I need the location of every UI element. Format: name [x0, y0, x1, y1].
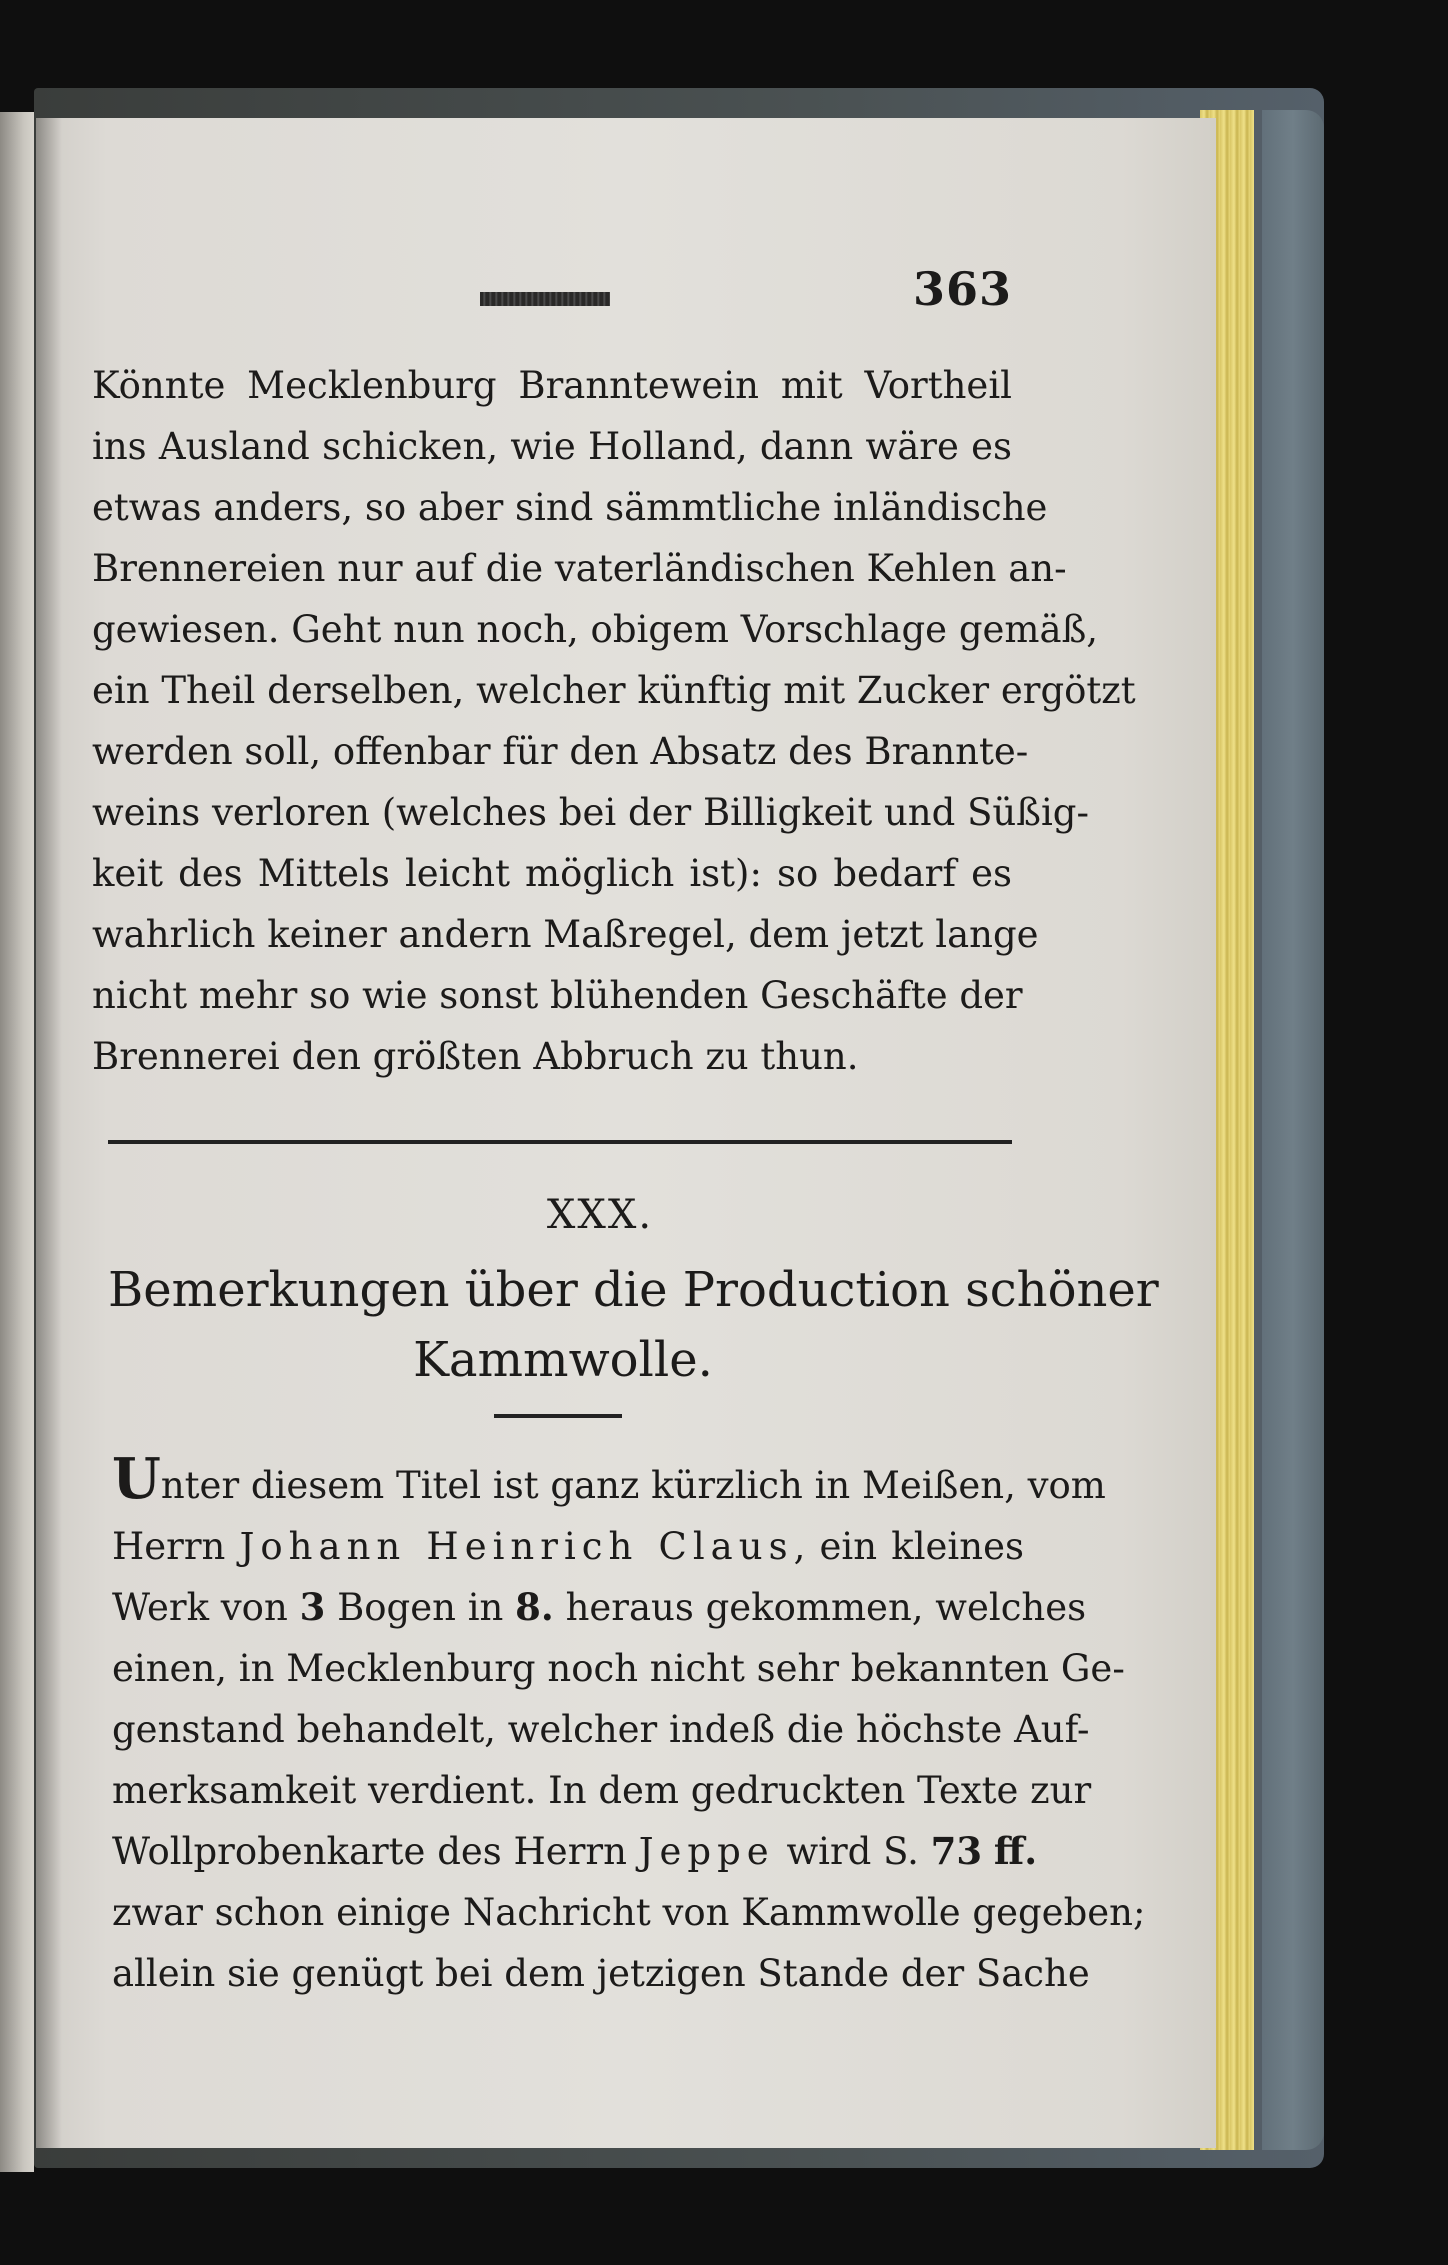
cover-board-edge: [1262, 110, 1324, 2150]
text-span: Werk von: [112, 1586, 288, 1629]
header-ornament: [480, 292, 610, 306]
text-line: ins Ausland schicken, wie Holland, dann wäre es: [92, 425, 1012, 468]
text-line: Brennereien nur auf die vaterländischen Kehlen an-: [92, 547, 1067, 590]
page-number: 363: [912, 262, 1012, 316]
text-line: Brennerei den größten Abbruch zu thun.: [92, 1035, 859, 1078]
text-line: gewiesen. Geht nun noch, obigem Vorschlage gemäß,: [92, 608, 1099, 651]
text-line: wahrlich keiner andern Maßregel, dem jetzt lange: [92, 913, 1039, 956]
text-line: [112, 1577, 1087, 1638]
text-line: nicht mehr so wie sonst blühenden Geschäfte der: [92, 974, 1023, 1017]
text-line: werden soll, offenbar für den Absatz des Brannte-: [92, 730, 1029, 773]
text-span: Bogen in: [337, 1586, 504, 1629]
paragraph-2: [112, 1446, 1146, 2004]
paragraph-1: [92, 355, 1136, 1087]
text-line: einen, in Mecklenburg noch nicht sehr bekannten Ge-: [112, 1647, 1125, 1690]
text-span: nter diesem Titel ist ganz kürzlich in Meißen, vom: [160, 1464, 1106, 1507]
gutter-shadow: [36, 118, 62, 2148]
text-span: wird S.: [786, 1830, 919, 1873]
section-divider: [108, 1140, 1012, 1144]
number: 8.: [515, 1585, 554, 1629]
text-line: genstand behandelt, welcher indeß die höchste Auf-: [112, 1708, 1090, 1751]
text-line: weins verloren (welches bei der Billigkeit und Süßig-: [92, 791, 1089, 834]
text-span: heraus gekommen, welches: [565, 1586, 1087, 1629]
section-heading: [108, 1255, 1159, 1395]
text-line: merksamkeit verdient. In dem gedruckten Texte zur: [112, 1769, 1092, 1812]
text-line: Könnte Mecklenburg Branntewein mit Vortheil: [92, 364, 1012, 407]
text-line: etwas anders, so aber sind sämmtliche inländische: [92, 486, 1048, 529]
person-name: Jeppe: [638, 1830, 775, 1873]
heading-line: Kammwolle.: [413, 1332, 713, 1388]
text-line: [112, 1516, 1024, 1577]
text-line: keit des Mittels leicht möglich ist): so bedarf es: [92, 852, 1012, 895]
text-line: [112, 1821, 1038, 1882]
number: 73: [930, 1829, 983, 1873]
facing-page-edge: [0, 112, 34, 2172]
text-span: Wollprobenkarte des Herrn: [112, 1830, 627, 1873]
text-line: allein sie genügt bei dem jetzigen Stande der Sache: [112, 1952, 1090, 1995]
text-span: Herrn: [112, 1525, 226, 1568]
number: 3: [299, 1585, 326, 1629]
initial-letter: U: [112, 1446, 161, 1512]
text-line: zwar schon einige Nachricht von Kammwolle gegeben;: [112, 1891, 1146, 1934]
section-numeral: XXX.: [546, 1192, 654, 1238]
text-span: , ein kleines: [793, 1525, 1024, 1568]
heading-line: Bemerkungen über die Production schöner: [108, 1262, 1159, 1318]
text-line: ein Theil derselben, welcher künftig mit Zucker ergötzt: [92, 669, 1136, 712]
text-line: [112, 1446, 1106, 1516]
heading-divider: [494, 1414, 622, 1418]
person-name: Johann Heinrich Claus: [239, 1525, 794, 1568]
text-span: ff.: [993, 1829, 1038, 1873]
